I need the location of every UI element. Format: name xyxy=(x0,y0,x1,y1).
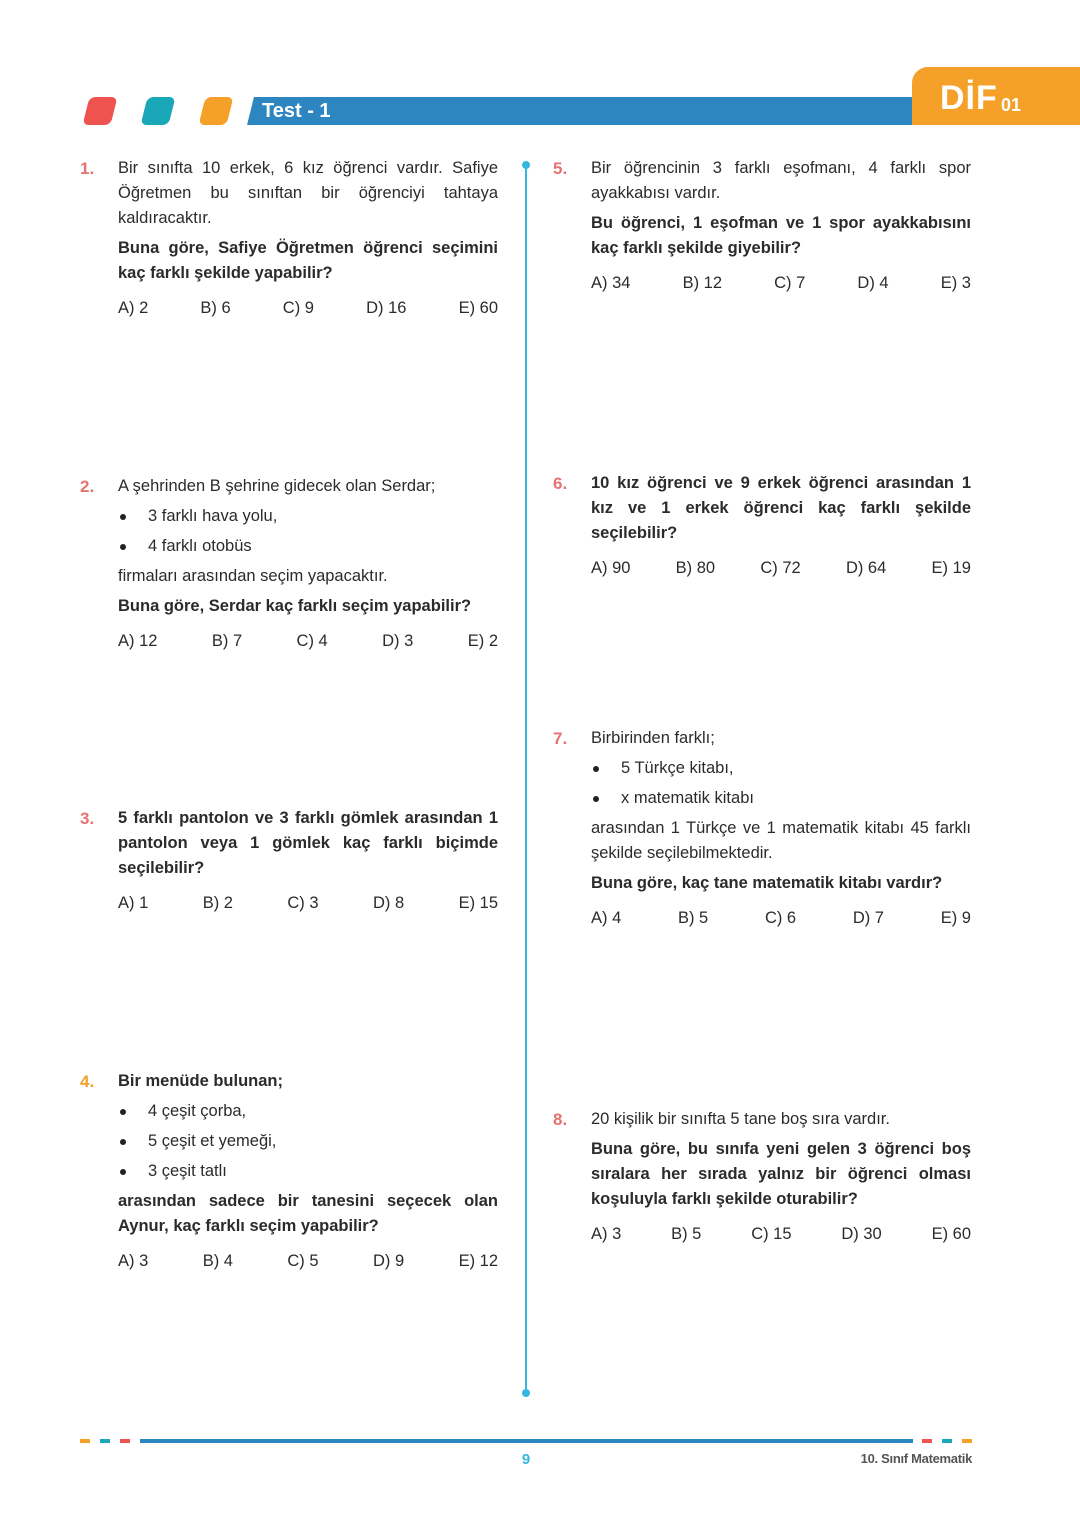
question-body xyxy=(118,156,498,321)
option-a[interactable]: A) 12 xyxy=(118,632,158,650)
question-body xyxy=(118,806,498,916)
bullet-list xyxy=(591,756,971,811)
question-intro: Bir menüde bulunan; xyxy=(118,1072,283,1090)
footer-line xyxy=(140,1439,913,1443)
question-body xyxy=(591,471,971,581)
answer-options xyxy=(118,296,498,321)
option-b[interactable]: B) 12 xyxy=(682,274,722,292)
question-outro: arasından 1 Türkçe ve 1 matematik kitabı 45 farklı şekilde seçilebilmektedir. xyxy=(591,819,971,862)
option-d[interactable]: D) 64 xyxy=(845,559,887,577)
question-prompt: Buna göre, Safiye Öğretmen öğrenci seçimini kaç farklı şekilde yapabilir? xyxy=(118,239,498,282)
answer-options xyxy=(591,271,971,296)
option-c[interactable]: C) 6 xyxy=(764,909,797,927)
answer-options xyxy=(118,891,498,916)
red-parallelogram-icon xyxy=(83,97,118,125)
option-b[interactable]: B) 6 xyxy=(200,299,231,317)
divider-top-dot xyxy=(522,161,530,169)
bullet-item: 3 farklı hava yolu, xyxy=(118,504,498,529)
option-c[interactable]: C) 9 xyxy=(282,299,314,317)
option-a[interactable]: A) 3 xyxy=(591,1225,622,1243)
option-b[interactable]: B) 5 xyxy=(677,909,709,927)
question-prompt: Buna göre, kaç tane matematik kitabı vardır? xyxy=(591,874,943,892)
bullet-item: 5 çeşit et yemeği, xyxy=(118,1129,498,1154)
question-intro: Birbirinden farklı; xyxy=(591,729,715,747)
question-number: 2. xyxy=(80,477,95,496)
option-e[interactable]: E) 2 xyxy=(467,632,498,650)
option-e[interactable]: E) 3 xyxy=(940,274,971,292)
bullet-item: x matematik kitabı xyxy=(591,786,971,811)
bullet-item: 5 Türkçe kitabı, xyxy=(591,756,971,781)
footer-dash-orange xyxy=(80,1439,90,1443)
option-a[interactable]: A) 90 xyxy=(591,559,631,577)
bullet-item: 4 çeşit çorba, xyxy=(118,1099,498,1124)
option-c[interactable]: C) 7 xyxy=(774,274,806,292)
bullet-item: 4 farklı otobüs xyxy=(118,534,498,559)
option-d[interactable]: D) 9 xyxy=(372,1252,405,1270)
option-d[interactable]: D) 16 xyxy=(366,299,407,317)
option-e[interactable]: E) 60 xyxy=(458,299,498,317)
test-title: Test - 1 xyxy=(262,100,331,122)
header-bar xyxy=(247,97,954,125)
question-body xyxy=(591,726,971,931)
answer-options xyxy=(591,556,971,581)
option-d[interactable]: D) 3 xyxy=(382,632,414,650)
answer-options xyxy=(591,906,971,931)
option-d[interactable]: D) 4 xyxy=(857,274,889,292)
option-d[interactable]: D) 30 xyxy=(841,1225,882,1243)
orange-parallelogram-icon xyxy=(199,97,234,125)
answer-options xyxy=(118,629,498,654)
question-body xyxy=(591,156,971,296)
bullet-list xyxy=(118,1099,498,1184)
option-c[interactable]: C) 5 xyxy=(287,1252,319,1270)
question-number: 3. xyxy=(80,809,95,828)
question-body xyxy=(118,474,498,654)
question-prompt: Buna göre, Serdar kaç farklı seçim yapabilir? xyxy=(118,597,472,615)
option-a[interactable]: A) 4 xyxy=(591,909,622,927)
option-e[interactable]: E) 19 xyxy=(931,559,971,577)
option-b[interactable]: B) 7 xyxy=(211,632,243,650)
teal-parallelogram-icon xyxy=(141,97,176,125)
footer-dash-red xyxy=(922,1439,932,1443)
option-a[interactable]: A) 3 xyxy=(118,1252,149,1270)
question-outro: firmaları arasından seçim yapacaktır. xyxy=(118,567,388,585)
question-prompt: Buna göre, bu sınıfa yeni gelen 3 öğrenci boş sıralara her sırada yalnız bir öğrenci olması koşuluyla farklı şekilde oturabilir? xyxy=(591,1140,971,1208)
footer-dash-orange xyxy=(962,1439,972,1443)
question-number: 1. xyxy=(80,159,95,178)
bullet-item: 3 çeşit tatlı xyxy=(118,1159,498,1184)
divider-bottom-dot xyxy=(522,1389,530,1397)
footer-dash-teal xyxy=(942,1439,952,1443)
question-prompt: 10 kız öğrenci ve 9 erkek öğrenci arasından 1 kız ve 1 erkek öğrenci kaç farklı şekilde seçilebilir? xyxy=(591,474,971,542)
question-number: 8. xyxy=(553,1110,568,1129)
option-a[interactable]: A) 34 xyxy=(591,274,631,292)
question-number: 4. xyxy=(80,1072,95,1091)
question-intro: Bir öğrencinin 3 farklı eşofmanı, 4 farklı spor ayakkabısı vardır. xyxy=(591,159,971,202)
page-number: 9 xyxy=(521,1451,531,1468)
footer-label: 10. Sınıf Matematik xyxy=(860,1451,972,1466)
question-body xyxy=(591,1107,971,1247)
bullet-list xyxy=(118,504,498,559)
option-a[interactable]: A) 1 xyxy=(118,894,149,912)
question-number: 5. xyxy=(553,159,568,178)
option-e[interactable]: E) 60 xyxy=(931,1225,971,1243)
option-c[interactable]: C) 4 xyxy=(296,632,328,650)
option-b[interactable]: B) 4 xyxy=(202,1252,233,1270)
option-c[interactable]: C) 3 xyxy=(287,894,319,912)
answer-options xyxy=(118,1249,498,1274)
answer-options xyxy=(591,1222,971,1247)
question-body xyxy=(118,1069,498,1274)
question-prompt: 5 farklı pantolon ve 3 farklı gömlek arasından 1 pantolon veya 1 gömlek kaç farklı biçimde seçilebilir? xyxy=(118,809,498,877)
option-e[interactable]: E) 12 xyxy=(458,1252,498,1270)
question-number: 7. xyxy=(553,729,568,748)
question-intro: 20 kişilik bir sınıfta 5 tane boş sıra vardır. xyxy=(591,1110,890,1128)
brand-number: 01 xyxy=(1001,95,1022,115)
option-b[interactable]: B) 5 xyxy=(671,1225,702,1243)
option-b[interactable]: B) 2 xyxy=(202,894,233,912)
question-prompt: arasından sadece bir tanesini seçecek olan Aynur, kaç farklı seçim yapabilir? xyxy=(118,1192,498,1235)
question-prompt: Bu öğrenci, 1 eşofman ve 1 spor ayakkabısını kaç farklı şekilde giyebilir? xyxy=(591,214,971,257)
option-d[interactable]: D) 7 xyxy=(852,909,884,927)
question-number: 6. xyxy=(553,474,568,493)
option-c[interactable]: C) 72 xyxy=(760,559,801,577)
brand-logo: DİF xyxy=(940,79,998,117)
option-b[interactable]: B) 80 xyxy=(675,559,716,577)
footer-dash-teal xyxy=(100,1439,110,1443)
option-e[interactable]: E) 15 xyxy=(458,894,498,912)
question-intro: Bir sınıfta 10 erkek, 6 kız öğrenci vardır. Safiye Öğretmen bu sınıftan bir öğrenciyi tahtaya kaldıracaktır. xyxy=(118,159,498,227)
question-intro: A şehrinden B şehrine gidecek olan Serdar; xyxy=(118,477,436,495)
option-c[interactable]: C) 15 xyxy=(751,1225,792,1243)
option-e[interactable]: E) 9 xyxy=(940,909,971,927)
footer-dash-red xyxy=(120,1439,130,1443)
option-a[interactable]: A) 2 xyxy=(118,299,149,317)
column-divider xyxy=(525,165,527,1393)
option-d[interactable]: D) 8 xyxy=(372,894,405,912)
